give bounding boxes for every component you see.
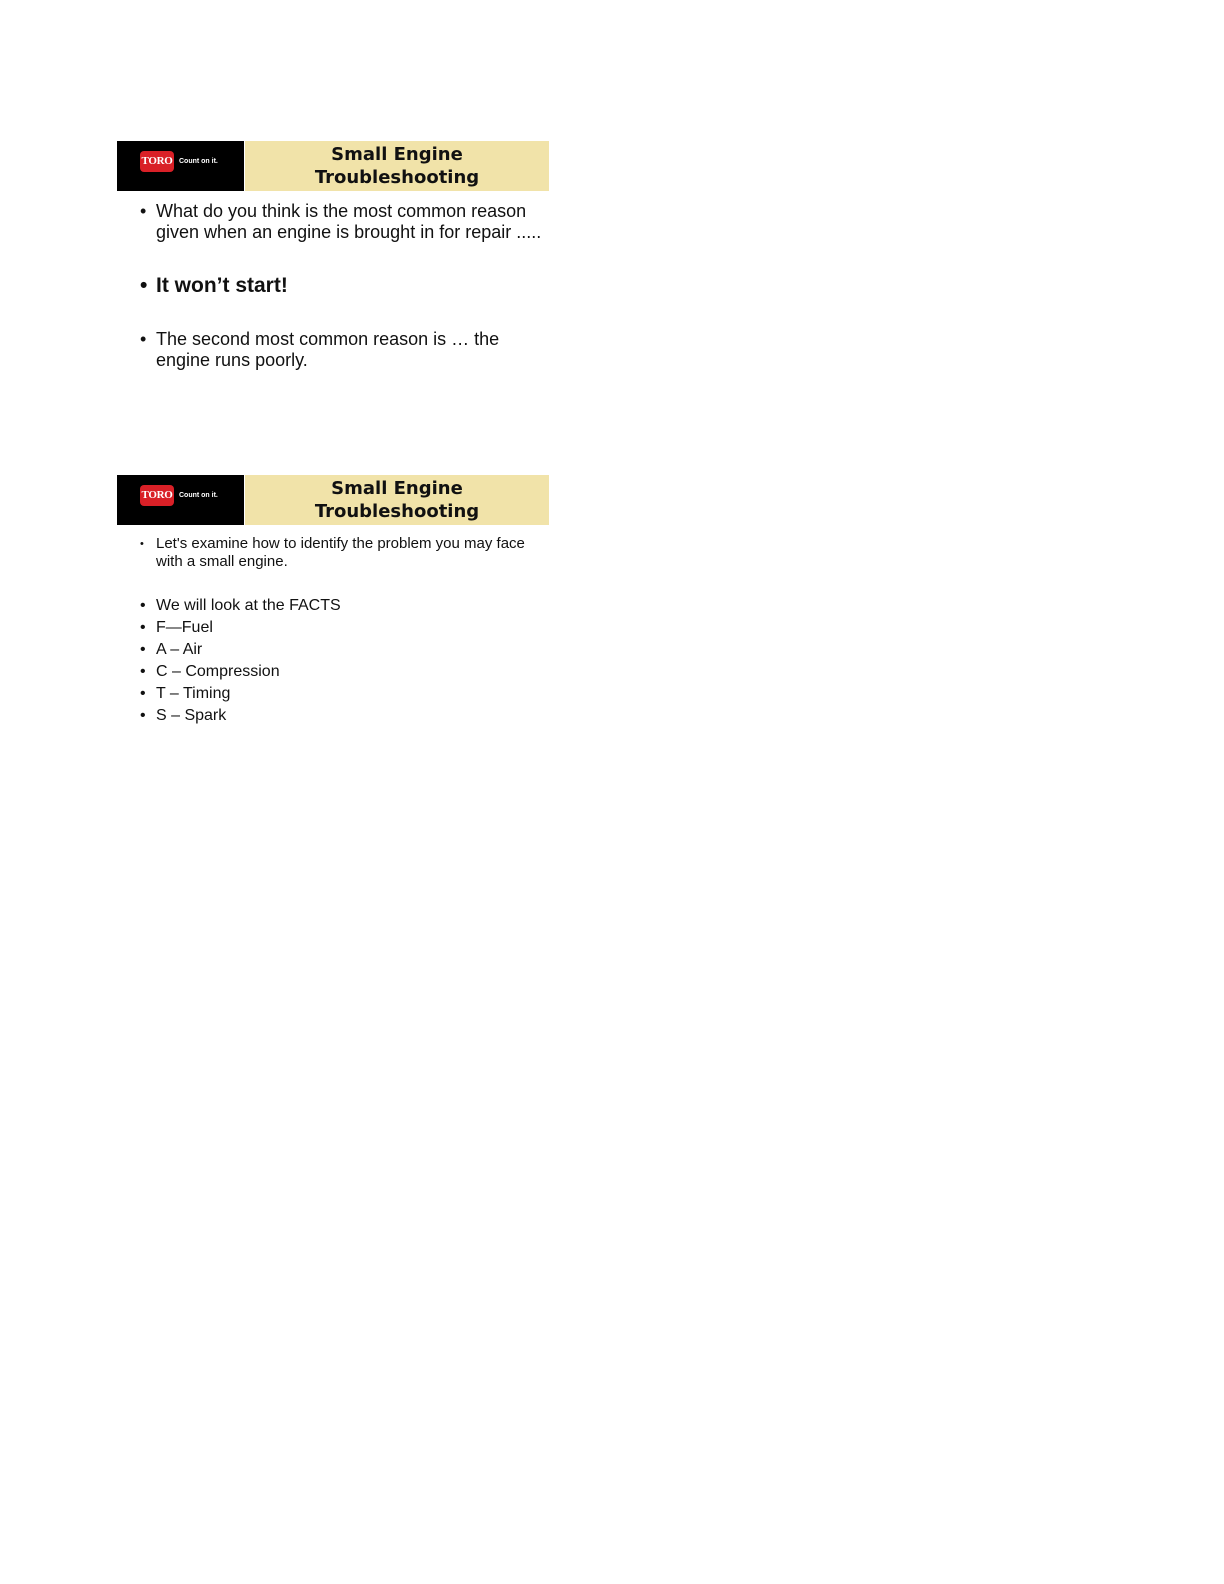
slide-header <box>117 141 549 191</box>
bullet-item: • The second most common reason is … the engine runs poorly. <box>117 329 549 371</box>
slide-title-line-1: Small Engine <box>331 144 463 165</box>
bullet-item: • Let's examine how to identify the problem you may face with a small engine. <box>117 535 549 571</box>
bullet-list <box>117 201 549 371</box>
toro-logo-mark: TORO <box>140 485 174 506</box>
slide-title-line-2: Troubleshooting <box>314 167 480 188</box>
slide-1 <box>117 141 549 371</box>
bullet-item-emphasis: • It won’t start! <box>117 274 549 298</box>
bullet-item-fuel: • F—Fuel <box>117 617 549 639</box>
toro-logo <box>117 141 244 191</box>
bullet-item-air: • A – Air <box>117 639 549 661</box>
toro-logo <box>117 475 244 525</box>
slide-title <box>245 475 549 525</box>
bullet-item-spark: • S – Spark <box>117 705 549 727</box>
slide-title-line-2: Troubleshooting <box>314 501 480 522</box>
toro-logo-mark: TORO <box>140 151 174 172</box>
bullet-item-timing: • T – Timing <box>117 683 549 705</box>
slide-title-line-1: Small Engine <box>331 478 463 499</box>
slide-title <box>245 141 549 191</box>
slide-2 <box>117 475 549 727</box>
logo-tagline: Count on it. <box>179 492 218 499</box>
logo-tagline: Count on it. <box>179 158 218 165</box>
bullet-item: • What do you think is the most common reason given when an engine is brought in for repair ..... <box>117 201 549 243</box>
bullet-list <box>117 535 549 727</box>
bullet-item-compression: • C – Compression <box>117 661 549 683</box>
slide-header <box>117 475 549 525</box>
bullet-item: • We will look at the FACTS <box>117 595 549 617</box>
